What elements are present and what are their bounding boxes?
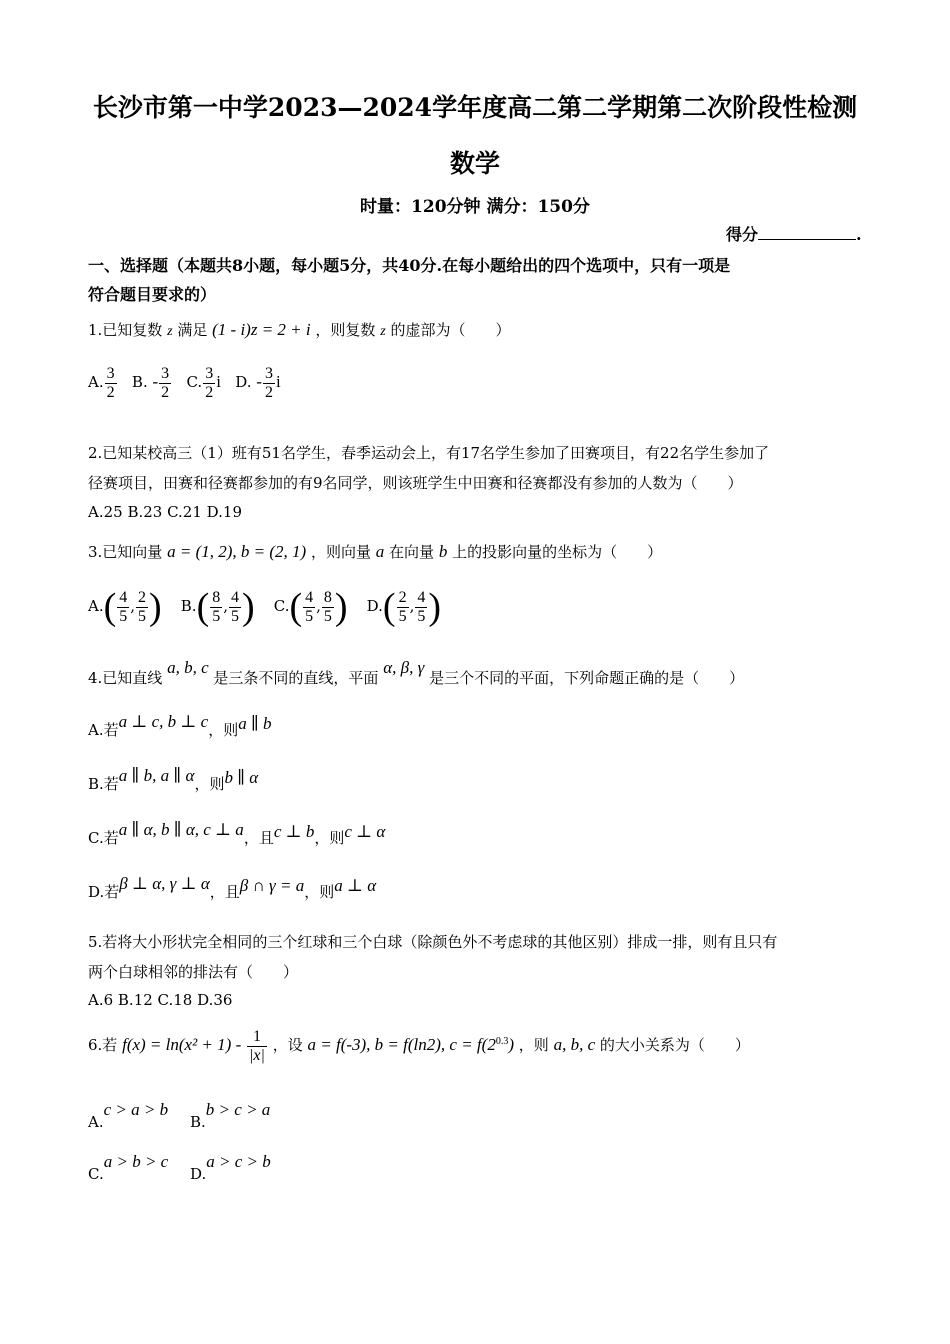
q3-mid1: ，则向量 — [310, 543, 371, 561]
section1-heading-line2: 符合题目要求的） — [88, 285, 217, 304]
q6-post2: 的大小关系为（ ） — [599, 1036, 750, 1054]
q4-option-d[interactable]: D.若β ⊥ α, γ ⊥ α，且β ∩ γ = a，则a ⊥ α — [88, 874, 377, 901]
q5-line2: 两个白球相邻的排法有（ ） — [88, 963, 299, 981]
q4-pre: 4.已知直线 — [88, 669, 163, 687]
q6-vars: a, b, c — [553, 1035, 596, 1054]
q3-option-c[interactable]: C.( $\frac{4}{5}$ , $\frac{8}{5}$ ) — [273, 586, 348, 628]
exam-title: 长沙市第一中学2023—2024学年度高二第二学期第二次阶段性检测 — [92, 93, 858, 122]
q6-post1: ，则 — [518, 1036, 549, 1054]
score-label: 得分 — [726, 225, 759, 244]
q6-defs-end: ) — [508, 1035, 514, 1054]
q4-planes: α, β, γ — [383, 658, 425, 677]
question-6 — [88, 1020, 750, 1067]
q6-option-b[interactable]: B.b > c > a — [190, 1100, 271, 1131]
q5-options[interactable]: A.6 B.12 C.18 D.36 — [88, 991, 233, 1009]
q1-option-b[interactable]: B. - $\frac{3}{2}$ — [131, 364, 170, 401]
q4-option-c[interactable]: C.若a ∥ α, b ∥ α, c ⊥ a，且c ⊥ b，则c ⊥ α — [88, 820, 386, 847]
score-field — [726, 222, 862, 245]
q3-post: 上的投影向量的坐标为（ ） — [452, 543, 663, 561]
q1-option-a[interactable]: A. $\frac{3}{2}$ — [88, 364, 115, 401]
q6-defs: a = f(-3), b = f(ln2), c = f(2 — [307, 1035, 496, 1054]
question-1 — [88, 320, 510, 342]
q3-pre: 3.已知向量 — [88, 543, 163, 561]
q1-option-d[interactable]: D. - $\frac{3}{2}$ i — [235, 364, 281, 401]
q2-options[interactable]: A.25 B.23 C.21 D.19 — [88, 503, 243, 521]
question-4 — [88, 658, 745, 688]
q3-expr: a = (1, 2), b = (2, 1) — [167, 542, 307, 561]
q1-mid: 满足 — [177, 321, 208, 339]
q5-line1: 5.若将大小形状完全相同的三个红球和三个白球（除颜色外不考虑球的其他区别）排成一排，则有且只有 — [88, 933, 778, 951]
score-end: . — [856, 225, 862, 244]
q6-option-d[interactable]: D.a > c > b — [190, 1152, 271, 1183]
q1-post1: ，则复数 — [315, 321, 376, 339]
q3-option-d[interactable]: D.( $\frac{2}{5}$ , $\frac{4}{5}$ ) — [366, 586, 441, 628]
q3-options — [88, 584, 441, 628]
subject-title: 数学 — [449, 149, 500, 178]
question-3 — [88, 542, 662, 562]
time-info: 时量：120分钟 满分：150分 — [360, 197, 590, 217]
q1-var-z: z — [167, 324, 173, 339]
q4-lines: a, b, c — [167, 658, 209, 677]
q2-line1: 2.已知某校高三（1）班有51名学生，春季运动会上，有17名学生参加了田赛项目，有22名学生参加了 — [88, 444, 770, 462]
q1-expr: (1 - i)z = 2 + i — [212, 320, 311, 339]
q4-mid: 是三条不同的直线，平面 — [213, 669, 379, 687]
q6-pre: 6.若 — [88, 1036, 118, 1054]
q6-option-c[interactable]: C.a > b > c — [88, 1152, 169, 1183]
q3-option-b[interactable]: B.( $\frac{8}{5}$ , $\frac{4}{5}$ ) — [180, 586, 255, 628]
score-blank[interactable] — [758, 223, 856, 240]
q3-option-a[interactable]: A.( $\frac{4}{5}$ , $\frac{2}{5}$ ) — [88, 586, 162, 628]
q4-option-a[interactable]: A.若a ⊥ c, b ⊥ c，则a ∥ b — [88, 712, 272, 739]
q2-line2: 径赛项目，田赛和径赛都参加的有9名同学，则该班学生中田赛和径赛都没有参加的人数为（ ） — [88, 474, 743, 492]
section1-heading-line1: 一、选择题（本题共8小题，每小题5分，共40分.在每小题给出的四个选项中，只有一项是 — [88, 256, 731, 275]
q3-mid2: 在向量 — [389, 543, 435, 561]
q6-exp: 0.3 — [495, 1036, 509, 1047]
q1-option-c[interactable]: C. $\frac{3}{2}$ i — [186, 364, 221, 401]
q1-pre: 1.已知复数 — [88, 321, 163, 339]
q1-var-z2: z — [380, 324, 386, 339]
q4-option-b[interactable]: B.若a ∥ b, a ∥ α，则b ∥ α — [88, 766, 259, 793]
q3-var-a: a — [375, 542, 385, 561]
q4-post: 是三个不同的平面，下列命题正确的是（ ） — [429, 669, 745, 687]
q1-post2: 的虚部为（ ） — [390, 321, 511, 339]
q6-fx: f(x) = ln(x² + 1) - — [122, 1035, 242, 1054]
q6-frac: $\frac{1}{|x|}$ — [249, 1027, 265, 1064]
q3-var-b: b — [438, 542, 448, 561]
q1-options — [88, 362, 281, 402]
q6-mid: ，设 — [272, 1036, 303, 1054]
q6-option-a[interactable]: A.c > a > b — [88, 1100, 169, 1131]
